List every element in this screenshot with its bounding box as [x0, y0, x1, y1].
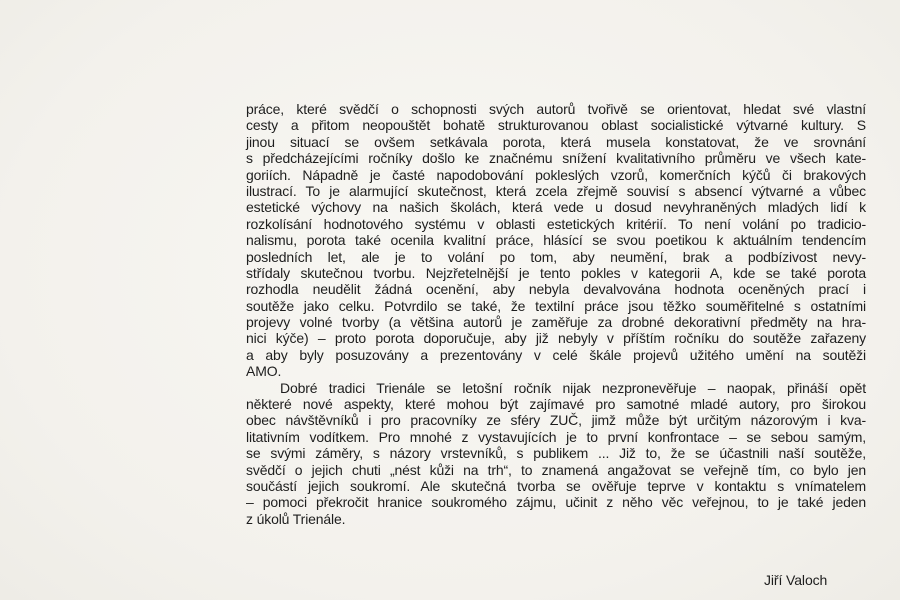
- text-line: projevy volné tvorby (a většina autorů je zaměřuje za drobné dekorativní předměty na hra-: [246, 314, 866, 331]
- text-line: rozkolísání hodnotového systému v oblasti estetických kritérií. To není volání po tradicio-: [246, 215, 866, 232]
- text-line: litativním vodítkem. Pro mnohé z vystavujících je to první konfrontace – se sebou samým,: [246, 428, 866, 445]
- text-line: jinou situací se ovšem setkávala porota, která musela konstatovat, že ve srovnání: [246, 133, 866, 150]
- author-signature: Jiří Valoch: [764, 572, 828, 588]
- text-line: Dobré tradici Trienále se letošní ročník nijak nezpronevěřuje – naopak, přináší opět: [280, 379, 866, 396]
- text-line: estetické výchovy na našich školách, která vede u dosud nevyhraněných mladých lidí k: [246, 199, 866, 216]
- text-line: práce, které svědčí o schopnosti svých autorů tvořivě se orientovat, hledat své vlastní: [246, 101, 866, 117]
- paragraph-2: [246, 380, 866, 528]
- text-line: a aby byly posuzovány a prezentovány v celé škále projevů užitého umění na soutěži: [246, 346, 866, 363]
- text-line: z úkolů Trienále.: [246, 510, 346, 527]
- text-line: svědčí o jejich chuti „nést kůži na trh“, to znamená angažovat se veřejně tím, co bylo jen: [246, 461, 866, 478]
- paragraph-1: [246, 101, 866, 380]
- text-line: se svými záměry, s názory vrstevníků, s publikem ... Již to, že se účastnili naší soutěže,: [246, 445, 866, 462]
- text-line: s předcházejícími ročníky došlo ke značnému snížení kvalitativního průměru ve všech kate-: [246, 150, 866, 167]
- text-line: soutěže jako celku. Potvrdilo se také, že textilní práce jsou těžko souměřitelné s ostatními: [246, 297, 866, 314]
- text-line: – pomoci překročit hranice soukromého zájmu, učinit z něho věc veřejnou, to je také jeden: [246, 494, 866, 511]
- text-line: střídaly skutečnou tvorbu. Nejzřetelnější je tento pokles v kategorii A, kde se také porota: [246, 264, 866, 281]
- text-line: nalismu, porota také ocenila kvalitní práce, hlásící se svou poetikou k aktuálním tendencím: [246, 232, 866, 249]
- text-line: goriích. Nápadně je časté napodobování pokleslých vzorů, komerčních kýčů či brakových: [246, 166, 866, 183]
- text-line: posledních let, ale je to volání po tom, aby neumění, brak a podbízivost nevy-: [246, 248, 866, 265]
- text-line: obec návštěvníků i pro pracovníky ze sféry ZUČ, jimž může být určitým názorovým i kva-: [246, 412, 866, 429]
- body-text: [246, 101, 866, 527]
- text-line: nici kýče) – proto porota doporučuje, aby již nebyly v příštím ročníku do soutěže zařazeny: [246, 330, 866, 347]
- text-line: AMO.: [246, 363, 282, 380]
- text-line: cesty a přitom neopouštět bohatě strukturovanou oblast socialistické výtvarné kultury. S: [246, 117, 866, 134]
- text-line: některé nové aspekty, které mohou být zajímavé pro samotné mladé autory, pro širokou: [246, 396, 866, 413]
- text-line: rozhodla neudělit žádná ocenění, aby nebyla devalvována hodnota oceněných prací i: [246, 281, 866, 298]
- text-line: součástí jejich soukromí. Ale skutečná tvorba se ověřuje teprve v kontaktu s vnímatelem: [246, 477, 866, 494]
- text-line: ilustrací. To je alarmující skutečnost, která zcela zřejmě souvisí s absencí výtvarné a vůbec: [246, 182, 866, 199]
